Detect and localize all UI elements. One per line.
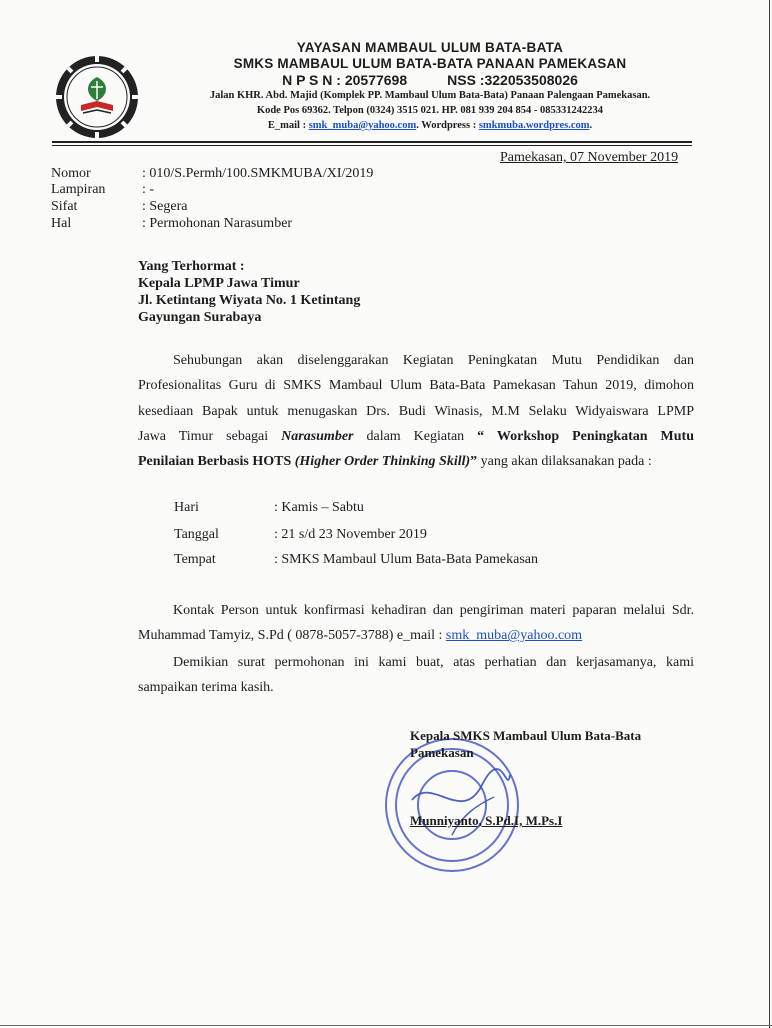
foundation-name: YAYASAN MAMBAUL ULUM BATA-BATA (296, 40, 564, 55)
meta-value-nomor: : 010/S.Permh/100.SMKMUBA/XI/2019 (142, 166, 374, 181)
p3-line-2: sampaikan terima kasih. (138, 680, 274, 696)
p1-line-1: Sehubungan akan diselenggarakan Kegiatan Peningkatan Mutu Pendidikan dan (173, 353, 694, 368)
page-edge-right (769, 0, 770, 1028)
p1-line-4-mid: dalam Kegiatan (353, 428, 478, 444)
detail-value-tempat: : SMKS Mambaul Ulum Bata-Bata Pamekasan (274, 552, 539, 567)
letterhead-rule-thick (52, 141, 692, 143)
nss: NSS :322053508026 (447, 72, 578, 88)
contact-email-link[interactable]: smk_muba@yahoo.com (445, 628, 583, 644)
signatory-title-line-2: Pamekasan (410, 745, 474, 760)
p2-line-2 (138, 623, 694, 648)
p3-line-1: Demikian surat permohonan ini kami buat, atas perhatian dan kerjasamanya, kami (173, 655, 694, 670)
p2-line-2-text: Muhammad Tamyiz, S.Pd ( 0878-5057-3788) e_mail : (138, 628, 446, 644)
wordpress-end: . (589, 120, 593, 131)
body-paragraph-1 (138, 348, 694, 474)
body-paragraph-3 (138, 650, 694, 701)
detail-label-tanggal: Tanggal (174, 527, 219, 542)
meta-label-lampiran: Lampiran (51, 182, 106, 197)
narasumber-emphasis: Narasumber (281, 428, 354, 444)
address-line-2: Kode Pos 69362. Telpon (0324) 3515 021. HP. 081 939 204 854 - 085331242234 (256, 105, 604, 116)
p1-line-5 (138, 449, 694, 474)
page-edge-bottom (0, 1025, 772, 1026)
p2-line-1: Kontak Person untuk konfirmasi kehadiran dan pengiriman materi paparan melalui Sdr. (173, 603, 694, 618)
meta-label-hal: Hal (51, 216, 72, 231)
hots-expansion: (Higher Order Thinking Skill) (294, 454, 471, 470)
meta-label-nomor: Nomor (51, 166, 91, 181)
letter-date: Pamekasan, 07 November 2019 (500, 150, 679, 165)
p1-line-4 (138, 424, 694, 449)
meta-value-sifat: : Segera (142, 199, 188, 214)
signatory-title-line-1: Kepala SMKS Mambaul Ulum Bata-Bata (410, 728, 642, 743)
detail-value-hari: : Kamis – Sabtu (274, 500, 364, 515)
meta-value-hal: : Permohonan Narasumber (142, 216, 293, 231)
letterhead-rule-thin (52, 145, 692, 146)
address-line-1: Jalan KHR. Abd. Majid (Komplek PP. Mambaul Ulum Bata-Bata) Panaan Palengaan Pamekasan. (209, 90, 651, 101)
quote-close: ” (470, 454, 478, 470)
detail-label-hari: Hari (174, 500, 199, 515)
school-seal-icon (55, 55, 139, 139)
recipient-street: Jl. Ketintang Wiyata No. 1 Ketintang (138, 293, 361, 308)
signatory-name: Munniyanto, S.Pd.I, M.Ps.I (410, 813, 563, 828)
wordpress-label: . Wordpress : (416, 120, 479, 131)
school-name: SMKS MAMBAUL ULUM BATA-BATA PANAAN PAMEKASAN (233, 56, 627, 71)
meta-label-sifat: Sifat (51, 199, 78, 214)
recipient-salutation: Yang Terhormat : (138, 259, 245, 274)
p1-line-2: Profesionalitas Guru di SMKS Mambaul Ulum Bata-Bata Pamekasan Tahun 2019, dimohon (138, 378, 694, 394)
p1-line-4-text: Jawa Timur sebagai (138, 428, 282, 444)
school-codes (175, 72, 685, 88)
workshop-title-end: Penilaian Berbasis HOTS (138, 454, 295, 470)
workshop-title-start: “ Workshop Peningkatan Mutu (477, 428, 694, 444)
handwritten-signature-icon (412, 769, 510, 801)
p1-line-5-end: yang akan dilaksanakan pada : (477, 454, 652, 470)
recipient-city: Gayungan Surabaya (138, 310, 262, 325)
recipient-name: Kepala LPMP Jawa Timur (138, 276, 300, 291)
contact-line (175, 120, 685, 131)
detail-label-tempat: Tempat (174, 552, 216, 567)
body-paragraph-2 (138, 598, 694, 649)
meta-value-lampiran: : - (142, 182, 155, 197)
detail-value-tanggal: : 21 s/d 23 November 2019 (274, 527, 427, 542)
email-label: E_mail : (267, 120, 309, 131)
npsn: N P S N : 20577698 (282, 72, 408, 88)
p1-line-3: kesediaan Bapak untuk menugaskan Drs. Budi Winasis, M.M Selaku Widyaiswara LPMP (138, 403, 694, 419)
email-link[interactable]: smk_muba@yahoo.com (308, 120, 417, 131)
wordpress-link[interactable]: smkmuba.wordpres.com (478, 120, 590, 131)
